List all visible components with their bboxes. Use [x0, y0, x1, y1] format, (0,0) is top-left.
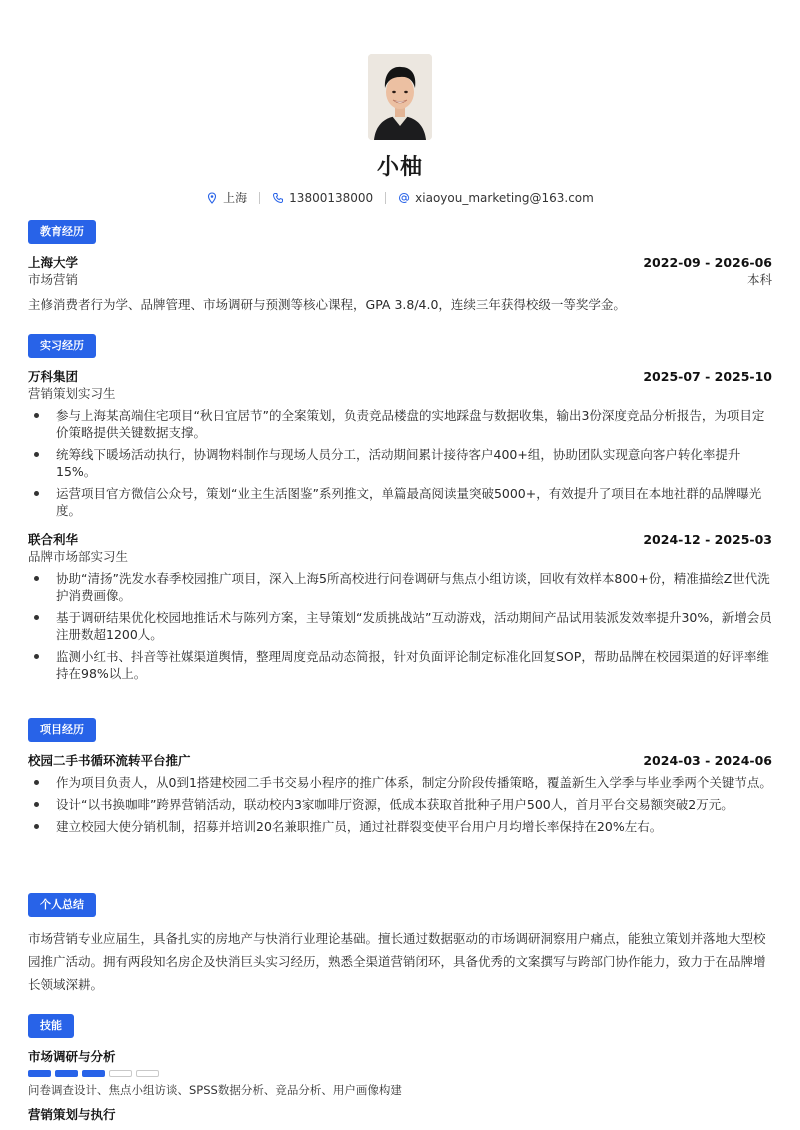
- contact-location: [206, 189, 247, 206]
- skill-entry: [28, 1048, 772, 1098]
- contact-phone: [272, 191, 373, 205]
- location-pin-icon: [206, 192, 218, 204]
- skill-name: 营销策划与执行: [28, 1107, 116, 1122]
- company-name: 联合利华: [28, 532, 79, 547]
- skills-heading: 技能: [28, 1014, 74, 1038]
- skill-level-bar: [28, 1070, 772, 1077]
- education-description: 主修消费者行为学、品牌管理、市场调研与预测等核心课程，GPA 3.8/4.0，连续三年获得校级一等奖学金。: [28, 297, 626, 312]
- skill-level-empty: [136, 1070, 159, 1077]
- list-item: 监测小红书、抖音等社媒渠道舆情，整理周度竞品动态简报，针对负面评论制定标准化回复SOP，帮助品牌在校园渠道的好评率维持在98%以上。: [28, 648, 772, 682]
- contact-email[interactable]: [398, 191, 594, 205]
- major: 市场营销: [28, 272, 79, 287]
- internship-date: 2025-07 - 2025-10: [643, 369, 772, 384]
- internship-role: 营销策划实习生: [28, 386, 116, 401]
- education-subrow: [28, 271, 772, 288]
- school-name: 上海大学: [28, 255, 79, 270]
- summary-heading: 个人总结: [28, 893, 96, 917]
- email-text[interactable]: xiaoyou_marketing@163.com: [415, 190, 594, 205]
- education-heading: 教育经历: [28, 220, 96, 244]
- contact-divider: [259, 192, 260, 204]
- education-row: [28, 254, 772, 271]
- internship-row: [28, 531, 772, 548]
- summary-section: [28, 893, 772, 996]
- skill-entry: [28, 1106, 772, 1123]
- skill-level-empty: [109, 1070, 132, 1077]
- contact-divider: [385, 192, 386, 204]
- internship-bullets: [28, 407, 772, 519]
- project-bullets: [28, 774, 772, 835]
- skill-name: 市场调研与分析: [28, 1049, 116, 1064]
- internship-bullets: [28, 570, 772, 682]
- location-text: 上海: [223, 191, 248, 205]
- phone-text: 13800138000: [289, 190, 374, 205]
- education-section: [28, 220, 772, 315]
- list-item: 基于调研结果优化校园地推话术与陈列方案，主导策划“发质挑战站”互动游戏，活动期间产品试用装派发效率提升30%，新增会员注册数超1200人。: [28, 609, 772, 643]
- internship-date: 2024-12 - 2025-03: [643, 532, 772, 547]
- contact-info: [0, 189, 800, 206]
- skill-level-filled: [82, 1070, 105, 1077]
- internship-entry: [28, 531, 772, 682]
- skill-level-filled: [55, 1070, 78, 1077]
- list-item: 统筹线下暖场活动执行，协调物料制作与现场人员分工，活动期间累计接待客户400+组，协助团队实现意向客户转化率提升15%。: [28, 446, 772, 480]
- phone-icon: [272, 192, 284, 204]
- internship-row: [28, 368, 772, 385]
- list-item: 运营项目官方微信公众号，策划“业主生活图鉴”系列推文，单篇最高阅读量突破5000+，有效提升了项目在本地社群的品牌曝光度。: [28, 485, 772, 519]
- candidate-name: 小柚: [376, 155, 423, 180]
- internship-section: [28, 334, 772, 682]
- resume-header: [0, 54, 800, 206]
- skill-level-filled: [28, 1070, 51, 1077]
- avatar: [368, 54, 432, 140]
- education-date: 2022-09 - 2026-06: [643, 255, 772, 270]
- skill-description: 问卷调查设计、焦点小组访谈、SPSS数据分析、竞品分析、用户画像构建: [28, 1083, 402, 1097]
- list-item: 设计“以书换咖啡”跨界营销活动，联动校内3家咖啡厅资源，低成本获取首批种子用户500人，首月平台交易额突破2万元。: [28, 796, 772, 813]
- project-heading: 项目经历: [28, 718, 96, 742]
- list-item: 协助“清扬”洗发水春季校园推广项目，深入上海5所高校进行问卷调研与焦点小组访谈，回收有效样本800+份，精准描绘Z世代洗护消费画像。: [28, 570, 772, 604]
- project-row: [28, 752, 772, 769]
- internship-heading: 实习经历: [28, 334, 96, 358]
- company-name: 万科集团: [28, 369, 79, 384]
- list-item: 参与上海某高端住宅项目“秋日宜居节”的全案策划，负责竞品楼盘的实地踩盘与数据收集，输出3份深度竞品分析报告，为项目定价策略提供关键数据支撑。: [28, 407, 772, 441]
- skills-section: [28, 1014, 772, 1123]
- internship-entry: [28, 368, 772, 519]
- project-name: 校园二手书循环流转平台推广: [28, 753, 191, 768]
- list-item: 作为项目负责人，从0到1搭建校园二手书交易小程序的推广体系，制定分阶段传播策略，覆盖新生入学季与毕业季两个关键节点。: [28, 774, 772, 791]
- list-item: 建立校园大使分销机制，招募并培训20名兼职推广员，通过社群裂变使平台用户月均增长率保持在20%左右。: [28, 818, 772, 835]
- degree: 本科: [746, 272, 772, 287]
- at-sign-icon: [398, 192, 410, 204]
- summary-text: 市场营销专业应届生，具备扎实的房地产与快消行业理论基础。擅长通过数据驱动的市场调研洞察用户痛点，能独立策划并落地大型校园推广活动。拥有两段知名房企及快消巨头实习经历，熟悉全渠道营销闭环，具备优秀的文案撰写与跨部门协作能力，致力于在品牌增长领域深耕。: [28, 931, 766, 992]
- internship-role: 品牌市场部实习生: [28, 549, 129, 564]
- project-section: [28, 718, 772, 835]
- project-date: 2024-03 - 2024-06: [643, 753, 772, 768]
